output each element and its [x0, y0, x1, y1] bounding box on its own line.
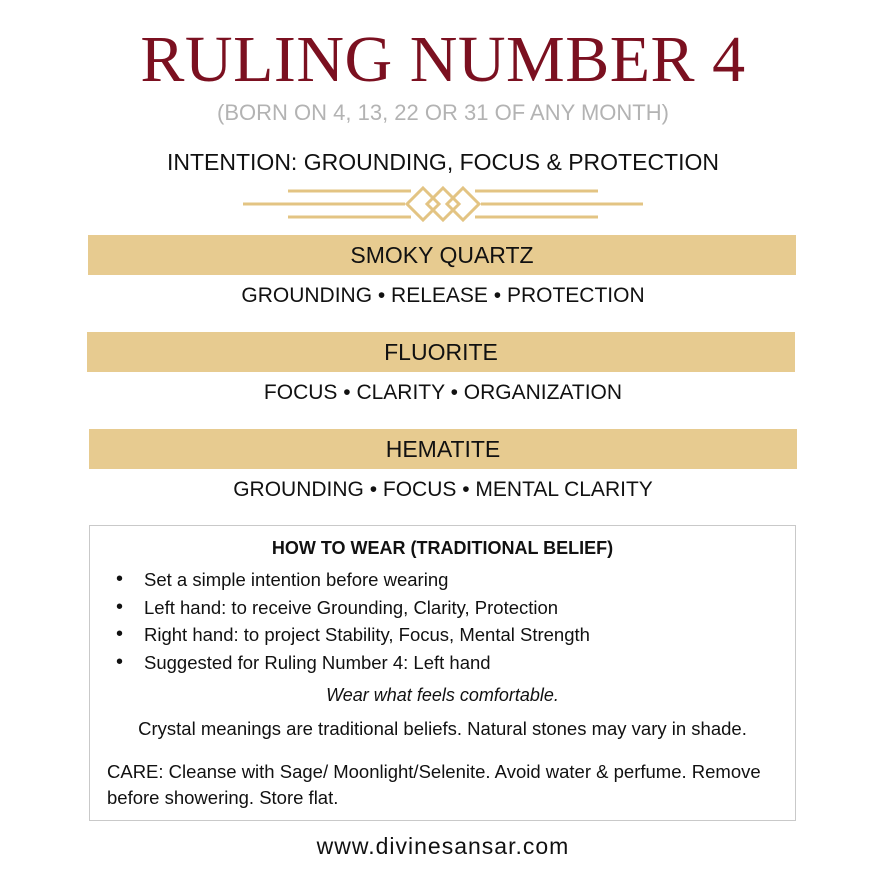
- list-item: • Left hand: to receive Grounding, Clarity, Protection: [112, 594, 590, 622]
- comfort-note: Wear what feels comfortable.: [326, 685, 559, 705]
- crystal-band-hematite: HEMATITE: [89, 429, 797, 469]
- ornamental-divider: [243, 184, 643, 224]
- care-instructions: CARE: Cleanse with Sage/ Moonlight/Selenite. Avoid water & perfume. Remove before showering. Store flat.: [107, 761, 761, 808]
- crystal-properties-fluorite: FOCUS • CLARITY • ORGANIZATION: [263, 381, 623, 404]
- how-to-wear-list: [112, 566, 590, 676]
- list-item: • Suggested for Ruling Number 4: Left hand: [112, 649, 590, 677]
- intention-line: INTENTION: GROUNDING, FOCUS & PROTECTION: [166, 149, 719, 175]
- list-item: • Set a simple intention before wearing: [112, 566, 590, 594]
- crystal-band-fluorite: FLUORITE: [87, 332, 795, 372]
- how-to-wear-title: HOW TO WEAR (TRADITIONAL BELIEF): [271, 538, 614, 558]
- page-title: RULING NUMBER 4: [140, 23, 746, 96]
- disclaimer-text: Crystal meanings are traditional beliefs. Natural stones may vary in shade.: [138, 718, 747, 739]
- crystal-properties-smoky-quartz: GROUNDING • RELEASE • PROTECTION: [241, 284, 645, 307]
- list-item: • Right hand: to project Stability, Focus, Mental Strength: [112, 621, 590, 649]
- website-link[interactable]: www.divinesansar.com: [316, 833, 570, 859]
- birth-dates-subtitle: (BORN ON 4, 13, 22 OR 31 OF ANY MONTH): [217, 100, 669, 125]
- crystal-properties-hematite: GROUNDING • FOCUS • MENTAL CLARITY: [233, 478, 653, 501]
- how-to-wear-box: [89, 525, 796, 821]
- crystal-band-smoky-quartz: SMOKY QUARTZ: [88, 235, 796, 275]
